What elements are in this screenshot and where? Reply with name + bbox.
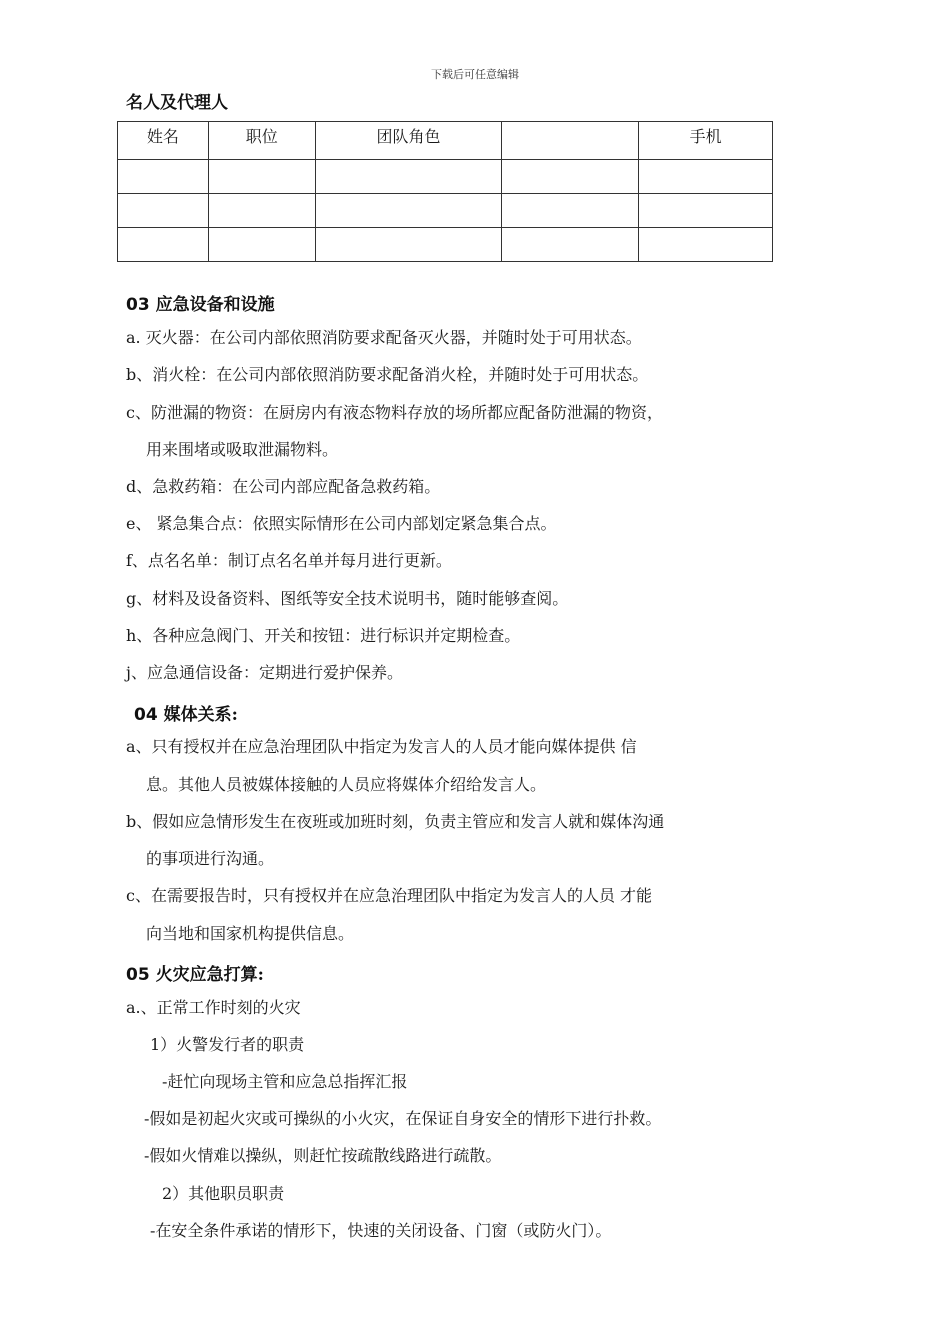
equipment-line: 用来围堵或吸取泄漏物料。 <box>146 440 339 459</box>
table-header-team-role: 团队角色 <box>315 122 502 160</box>
contacts-heading: 名人及代理人 <box>126 93 228 113</box>
table-header-position: 职位 <box>208 122 315 160</box>
fire-plan-line: -假如火情难以操纵，则赶忙按疏散线路进行疏散。 <box>144 1146 502 1165</box>
section-05-number: 05 <box>126 965 150 985</box>
equipment-line: a. 灭火器：在公司内部依照消防要求配备灭火器，并随时处于可用状态。 <box>126 328 642 347</box>
fire-plan-line: 1）火警发行者的职责 <box>150 1035 305 1054</box>
table-cell <box>315 228 502 262</box>
table-cell <box>502 228 639 262</box>
equipment-line: f、点名名单：制订点名名单并每月进行更新。 <box>126 551 452 570</box>
section-04-number: 04 <box>134 705 158 725</box>
media-line: 的事项进行沟通。 <box>146 849 275 868</box>
equipment-line: d、急救药箱：在公司内部应配备急救药箱。 <box>126 477 441 496</box>
section-03-title: 应急设备和设施 <box>155 295 275 315</box>
fire-plan-line: -赶忙向现场主管和应急总指挥汇报 <box>162 1072 408 1091</box>
table-cell <box>118 160 209 194</box>
equipment-line: c、防泄漏的物资：在厨房内有液态物料存放的场所都应配备防泄漏的物资， <box>126 403 663 422</box>
table-cell <box>315 160 502 194</box>
fire-plan-line: a.、正常工作时刻的火灾 <box>126 998 301 1017</box>
fire-plan-line: -假如是初起火灾或可操纵的小火灾，在保证自身安全的情形下进行扑救。 <box>144 1109 662 1128</box>
table-row <box>118 228 773 262</box>
equipment-line: j、应急通信设备：定期进行爱护保养。 <box>126 663 403 682</box>
table-row <box>118 160 773 194</box>
section-05-heading <box>126 960 264 985</box>
section-04-title: 媒体关系: <box>163 705 238 725</box>
table-cell <box>208 160 315 194</box>
equipment-line: g、材料及设备资料、图纸等安全技术说明书，随时能够查阅。 <box>126 589 569 608</box>
table-header-row <box>118 122 773 160</box>
fire-plan-line: -在安全条件承诺的情形下，快速的关闭设备、门窗（或防火门）。 <box>150 1221 612 1240</box>
media-line: b、假如应急情形发生在夜班或加班时刻，负责主管应和发言人就和媒体沟通 <box>126 812 665 831</box>
table-cell <box>639 228 773 262</box>
table-cell <box>502 194 639 228</box>
table-header-mobile: 手机 <box>639 122 773 160</box>
media-line: 息。其他人员被媒体接触的人员应将媒体介绍给发言人。 <box>146 775 547 794</box>
table-cell <box>118 194 209 228</box>
equipment-line: h、各种应急阀门、开关和按钮：进行标识并定期检查。 <box>126 626 521 645</box>
table-cell <box>639 160 773 194</box>
fire-plan-line: 2）其他职员职责 <box>162 1184 285 1203</box>
section-03-heading <box>126 290 275 315</box>
media-line: 向当地和国家机构提供信息。 <box>146 924 355 943</box>
media-line: c、在需要报告时，只有授权并在应急治理团队中指定为发言人的人员 才能 <box>126 886 653 905</box>
page-header: 下载后可任意编辑 <box>431 68 519 81</box>
table-cell <box>502 160 639 194</box>
table-cell <box>208 228 315 262</box>
section-05-title: 火灾应急打算: <box>155 965 264 985</box>
table-cell <box>639 194 773 228</box>
equipment-line: b、消火栓：在公司内部依照消防要求配备消火栓，并随时处于可用状态。 <box>126 365 649 384</box>
contacts-table <box>117 121 773 262</box>
table-cell <box>208 194 315 228</box>
table-header-blank <box>502 122 639 160</box>
table-header-name: 姓名 <box>118 122 209 160</box>
equipment-line: e、 紧急集合点：依照实际情形在公司内部划定紧急集合点。 <box>126 514 557 533</box>
table-cell <box>118 228 209 262</box>
section-03-number: 03 <box>126 295 150 315</box>
table-cell <box>315 194 502 228</box>
media-line: a、只有授权并在应急治理团队中指定为发言人的人员才能向媒体提供 信 <box>126 737 637 756</box>
table-row <box>118 194 773 228</box>
section-04-heading <box>134 700 238 725</box>
